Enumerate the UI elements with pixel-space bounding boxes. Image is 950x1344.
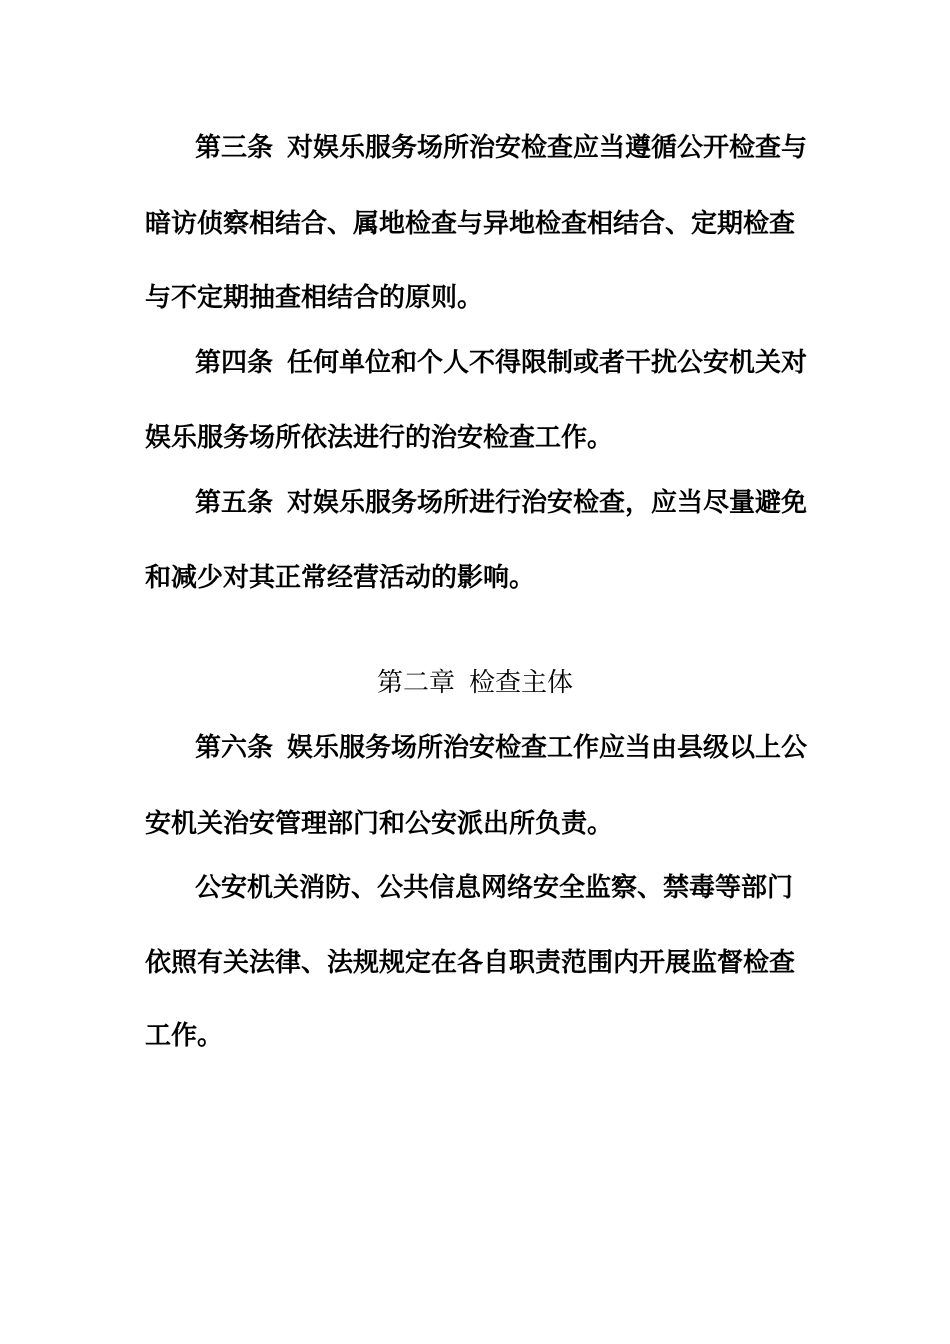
paragraph-line-2: 依照有关法律、法规规定在各自职责范围内开展监督检查 [145,948,796,978]
paragraph-line-1: 公安机关消防、公共信息网络安全监察、禁毒等部门 [195,873,794,903]
article-text: 娱乐服务场所治安检查工作应当由县级以上公 [287,733,808,763]
article-label: 第三条 [195,133,274,163]
article-text: 任何单位和个人不得限制或者干扰公安机关对 [287,348,808,378]
article-4-line-1 [195,345,808,381]
article-3-line-1 [195,130,808,166]
article-label: 第五条 [195,488,274,518]
article-6-line-1 [195,730,808,766]
article-3-line-3: 与不定期抽查相结合的原则。 [145,283,484,313]
chapter-title: 检查主体 [469,668,574,698]
article-4-line-2: 娱乐服务场所依法进行的治安检查工作。 [145,423,614,453]
article-5-line-2: 和减少对其正常经营活动的影响。 [145,563,536,593]
article-3-line-2: 暗访侦察相结合、属地检查与异地检查相结合、定期检查 [145,209,796,239]
article-label: 第六条 [195,733,274,763]
article-6-line-2: 安机关治安管理部门和公安派出所负责。 [145,809,614,839]
chapter-number: 第二章 [376,668,455,698]
article-text: 对娱乐服务场所治安检查应当遵循公开检查与 [287,133,808,163]
chapter-heading [0,665,950,701]
paragraph-line-3: 工作。 [145,1021,224,1051]
article-label: 第四条 [195,348,274,378]
article-5-line-1 [195,485,808,521]
article-text: 对娱乐服务场所进行治安检查，应当尽量避免 [287,488,808,518]
